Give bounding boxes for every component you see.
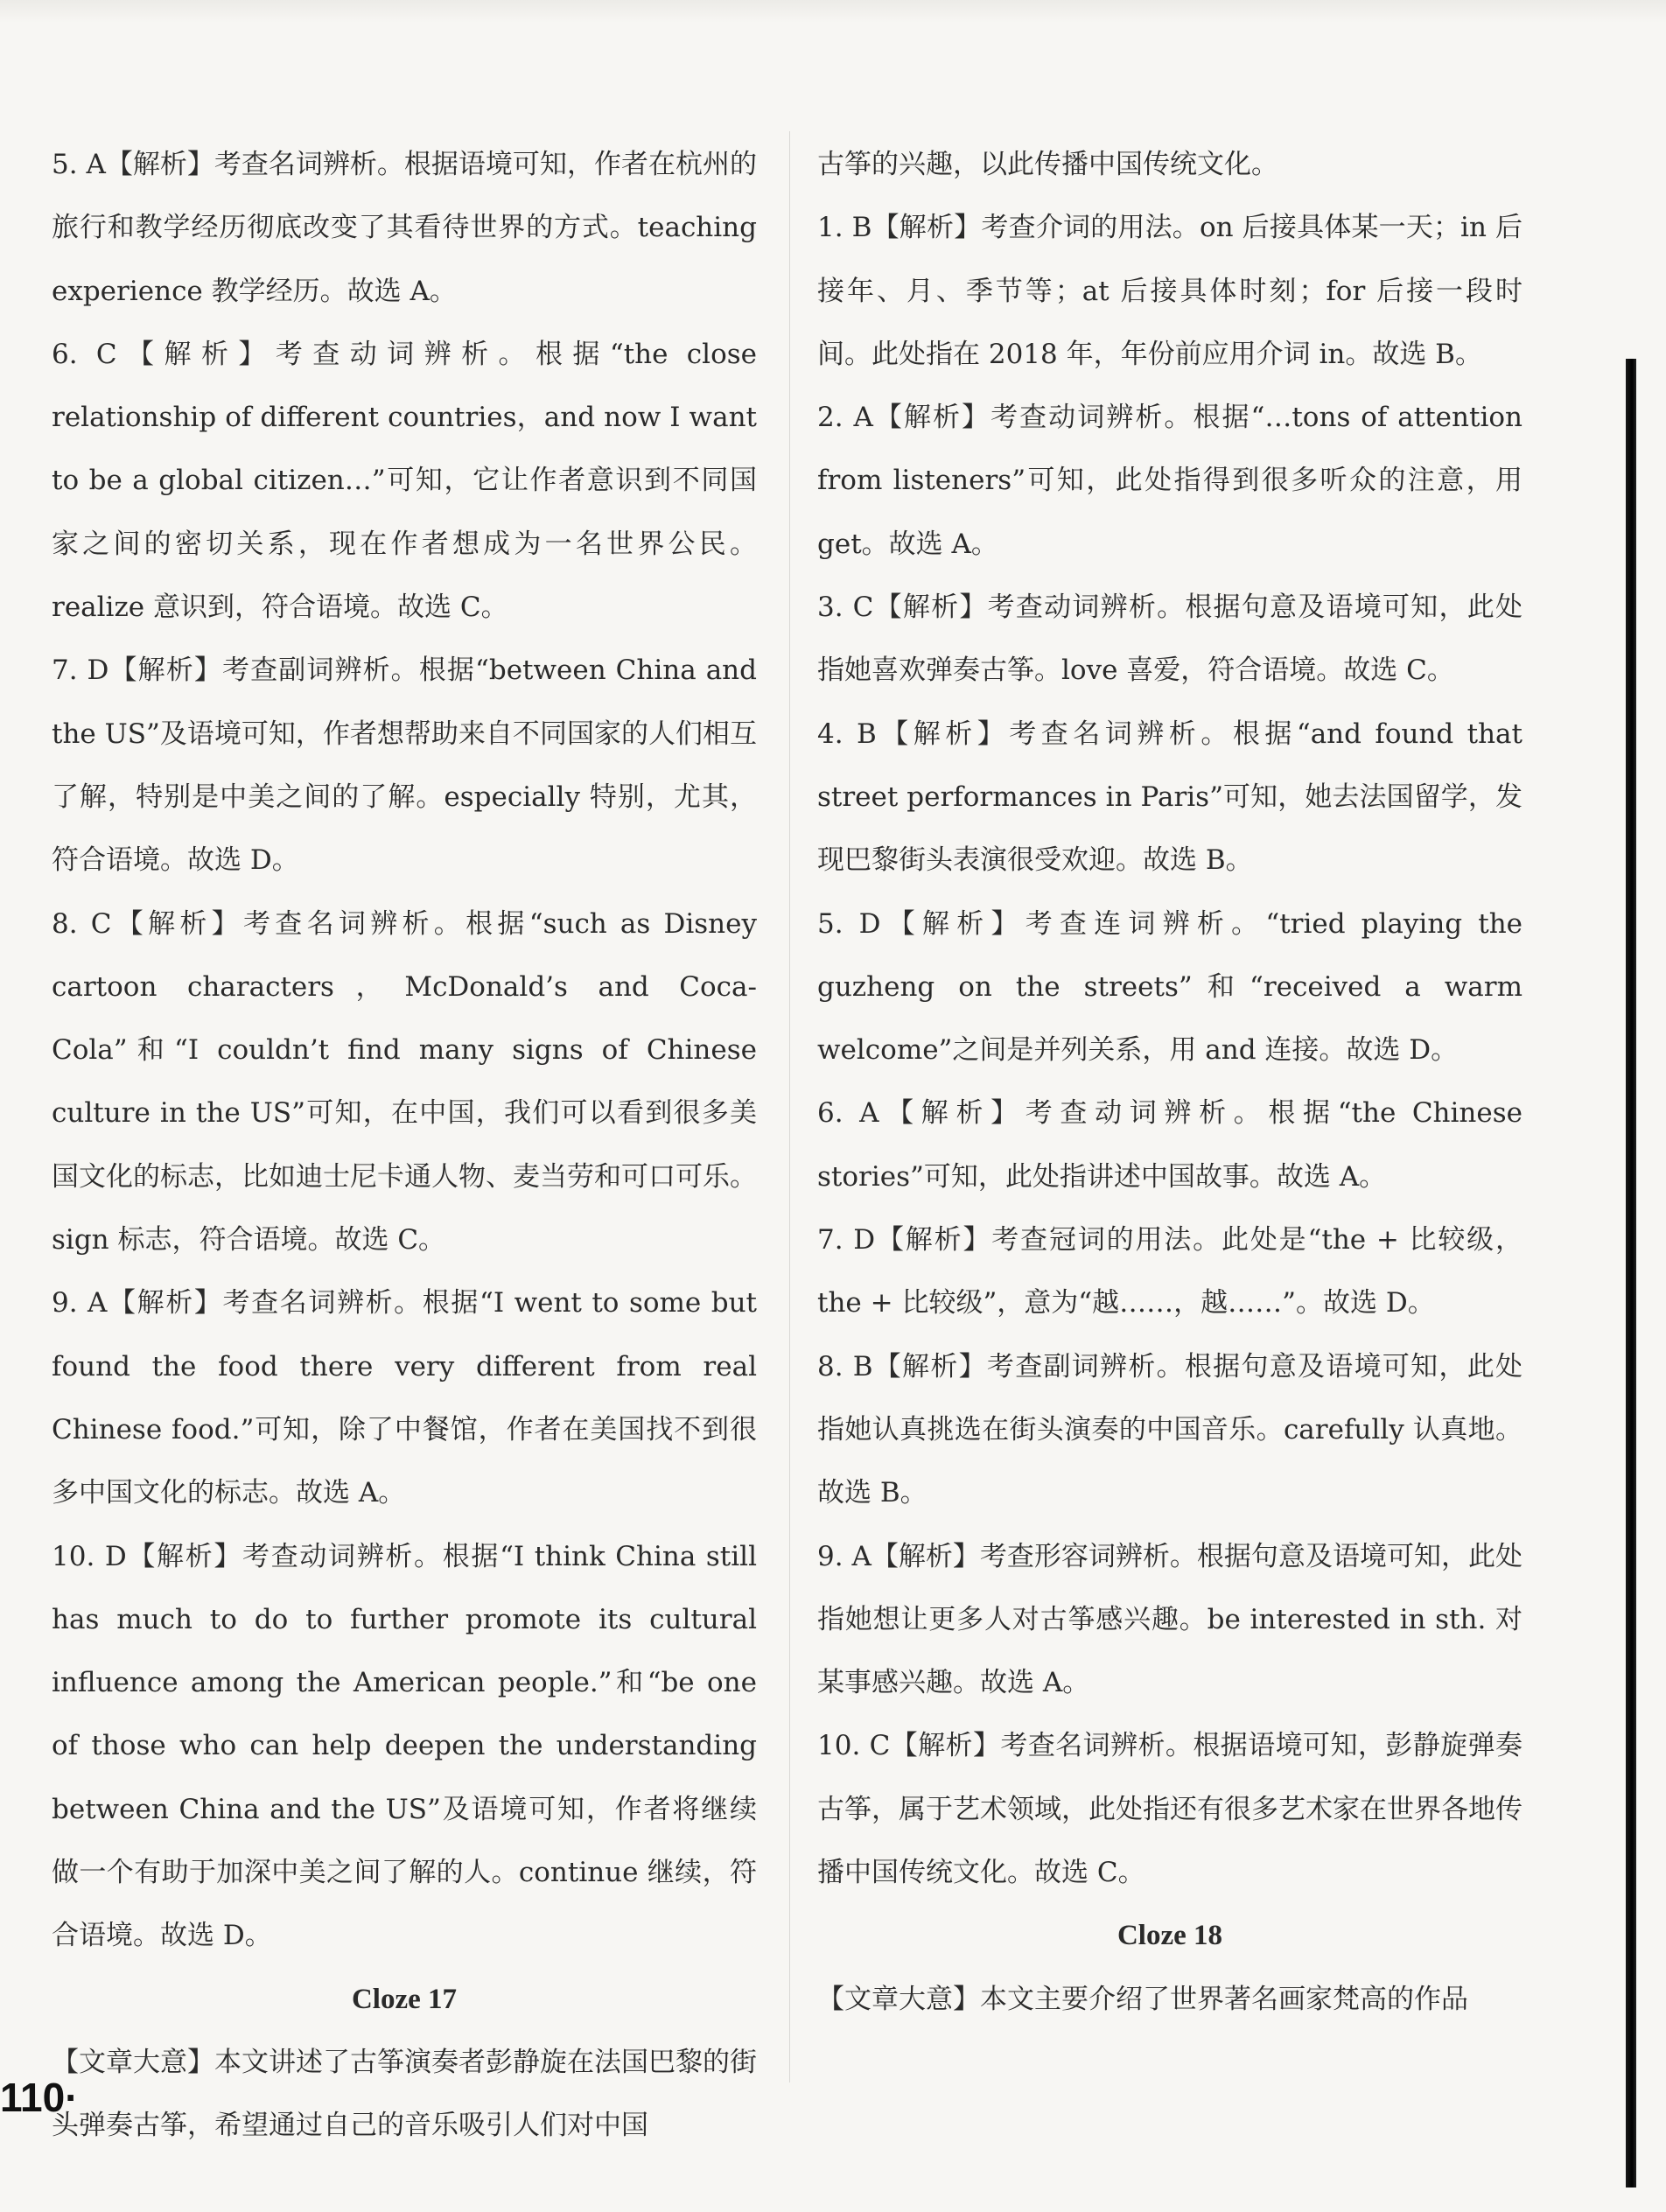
answer-explanation: 3. C【解析】考查动词辨析。根据句意及语境可知，此处指她喜欢弹奏古筝。love 喜爱，符合语境。故选 C。 <box>817 592 1522 687</box>
answer-explanation: 5. A【解析】考查名词辨析。根据语境可知，作者在杭州的旅行和教学经历彻底改变了其看待世界的方式。teaching experience 教学经历。故选 A。 <box>52 149 757 307</box>
answer-explanation: 10. D【解析】考查动词辨析。根据“I think China still has much to do to further promote its cultural influence among the American people.”和“be one of those who can help deepen the understanding between China and the US”及语境可知，作者将继续做一个有助于加深中美之间了解的人。continue 继续，符合语境。故选 D。 <box>52 1540 757 1952</box>
answer-explanation: 8. C【解析】考查名词辨析。根据“such as Disney cartoon characters，McDonald’s and Coca-Cola”和“I couldn’t find many signs of Chinese culture in the US”可知，在中国，我们可以看到很多美国文化的标志，比如迪士尼卡通人物、麦当劳和可口可乐。sign 标志，符合语境。故选 C。 <box>52 907 757 1256</box>
cloze-17-summary: 【文章大意】本文讲述了古筝演奏者彭静旋在法国巴黎的街头弹奏古筝，希望通过自己的音乐吸引人们对中国 <box>52 2046 757 2142</box>
column-divider <box>789 131 790 2082</box>
answer-explanation: 7. D【解析】考查副词辨析。根据“between China and the US”及语境可知，作者想帮助来自不同国家的人们相互了解，特别是中美之间的了解。especially 特别，尤其，符合语境。故选 D。 <box>52 654 757 877</box>
answer-explanation: 4. B【解析】考查名词辨析。根据“and found that street performances in Paris”可知，她去法国留学，发现巴黎街头表演很受欢迎。故选 B。 <box>817 718 1522 877</box>
summary-continuation: 古筝的兴趣，以此传播中国传统文化。 <box>817 149 1278 180</box>
left-column <box>52 133 757 2158</box>
cloze-18-heading: Cloze 18 <box>1116 1920 1223 1952</box>
answer-explanation: 6. C【解析】考查动词辨析。根据“the close relationship of different countries，and now I want to be a global citizen…”可知，它让作者意识到不同国家之间的密切关系，现在作者想成为一名世界公民。realize 意识到，符合语境。故选 C。 <box>52 338 757 624</box>
answer-explanation: 7. D【解析】考查冠词的用法。此处是“the + 比较级，the + 比较级”，意为“越……，越……”。故选 D。 <box>817 1224 1522 1320</box>
answer-explanation: 2. A【解析】考查动词辨析。根据“…tons of attention from listeners”可知，此处指得到很多听众的注意，用 get。故选 A。 <box>817 402 1522 560</box>
cloze-17-heading: Cloze 17 <box>351 1983 458 2015</box>
cloze-18-summary: 【文章大意】本文主要介绍了世界著名画家梵高的作品 <box>817 1983 1468 2015</box>
answer-explanation: 10. C【解析】考查名词辨析。根据语境可知，彭静旋弹奏古筝，属于艺术领域，此处指还有很多艺术家在世界各地传播中国传统文化。故选 C。 <box>817 1730 1522 1889</box>
scan-top-shade <box>0 0 1666 23</box>
right-column <box>817 133 1522 2031</box>
page-number: 110· <box>0 2075 79 2120</box>
answer-explanation: 9. A【解析】考查名词辨析。根据“I went to some but found the food there very different from real Chinese food.”可知，除了中餐馆，作者在美国找不到很多中国文化的标志。故选 A。 <box>52 1287 757 1509</box>
answer-explanation: 6. A【解析】考查动词辨析。根据“the Chinese stories”可知，此处指讲述中国故事。故选 A。 <box>817 1097 1522 1193</box>
scan-edge-shadow <box>1626 359 1636 2188</box>
answer-explanation: 8. B【解析】考查副词辨析。根据句意及语境可知，此处指她认真挑选在街头演奏的中国音乐。carefully 认真地。故选 B。 <box>817 1350 1522 1509</box>
answer-explanation: 9. A【解析】考查形容词辨析。根据句意及语境可知，此处指她想让更多人对古筝感兴趣。be interested in sth. 对某事感兴趣。故选 A。 <box>817 1540 1522 1699</box>
answer-explanation: 5. D【解析】考查连词辨析。“tried playing the guzheng on the streets”和“received a warm welcome”之间是并列关系，用 and 连接。故选 D。 <box>817 907 1522 1067</box>
answer-explanation: 1. B【解析】考查介词的用法。on 后接具体某一天；in 后接年、月、季节等；at 后接具体时刻；for 后接一段时间。此处指在 2018 年，年份前应用介词 in。故选 B。 <box>817 212 1522 370</box>
